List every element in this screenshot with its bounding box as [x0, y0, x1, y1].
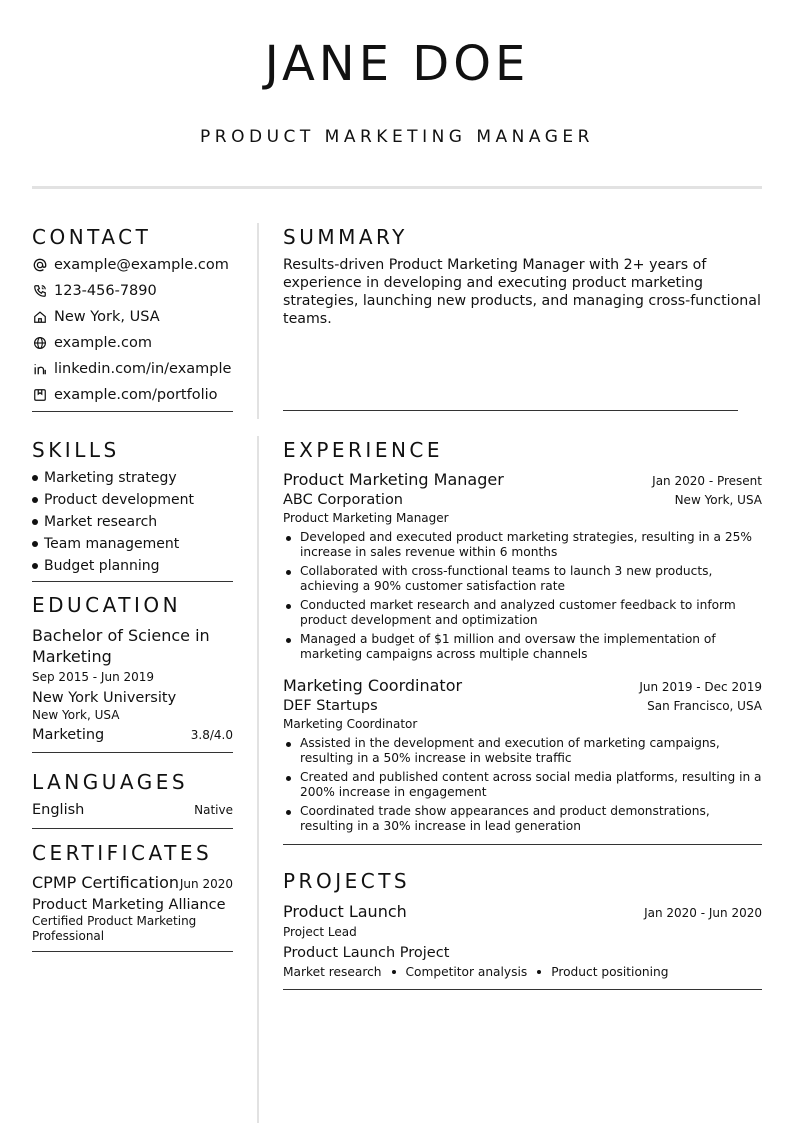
languages-divider — [32, 828, 233, 829]
projects-divider — [283, 989, 762, 990]
project-role: Project Lead — [283, 925, 357, 939]
language-row — [32, 802, 233, 818]
certificates-section — [32, 840, 233, 952]
languages-heading: LANGUAGES — [32, 770, 189, 794]
certificate-date: Jun 2020 — [179, 877, 233, 891]
bullet-icon — [537, 970, 541, 974]
certificates-divider — [32, 951, 233, 952]
skill-item: Team management — [32, 533, 233, 555]
education-school: New York University — [32, 690, 177, 706]
experience-bullet: Managed a budget of $1 million and oversaw the implementation of marketing campaigns across multiple channels — [283, 632, 762, 662]
experience-divider — [283, 844, 762, 845]
contact-location — [32, 304, 233, 330]
experience-dates: Jun 2019 - Dec 2019 — [639, 680, 762, 694]
experience-entry — [283, 470, 762, 662]
projects-heading: PROJECTS — [283, 869, 411, 893]
skill-item: Budget planning — [32, 555, 233, 577]
experience-subtitle: Marketing Coordinator — [283, 717, 418, 731]
experience-role-row — [283, 676, 762, 695]
contact-email[interactable] — [32, 252, 233, 278]
projects-section — [283, 868, 762, 990]
contact-phone-text: 123-456-7890 — [54, 283, 157, 299]
experience-location: New York, USA — [674, 493, 762, 507]
experience-role: Marketing Coordinator — [283, 676, 463, 695]
bullet-icon — [32, 475, 38, 481]
education-divider — [32, 752, 233, 753]
experience-bullet: Collaborated with cross-functional teams to launch 3 new products, achieving a 90% customer satisfaction rate — [283, 564, 762, 594]
project-name-row — [283, 902, 762, 921]
skills-heading: SKILLS — [32, 438, 120, 462]
education-field-row — [32, 727, 233, 743]
skills-divider — [32, 581, 233, 582]
summary-heading: SUMMARY — [283, 225, 408, 249]
home-icon — [32, 309, 48, 325]
summary-section — [283, 224, 762, 328]
column-divider-bottom — [257, 436, 259, 1123]
experience-bullets — [283, 736, 762, 834]
contact-heading: CONTACT — [32, 225, 152, 249]
bullet-icon — [32, 519, 38, 525]
language-name: English — [32, 802, 85, 818]
experience-role-row — [283, 470, 762, 489]
experience-location: San Francisco, USA — [647, 699, 762, 713]
project-name: Product Launch — [283, 902, 407, 921]
project-tag: Market research — [283, 965, 382, 979]
experience-bullet: Assisted in the development and execution of marketing campaigns, resulting in a 50% increase in website traffic — [283, 736, 762, 766]
contact-linkedin[interactable] — [32, 356, 233, 382]
bullet-icon — [392, 970, 396, 974]
bullet-icon — [32, 497, 38, 503]
job-title: PRODUCT MARKETING MANAGER — [200, 127, 594, 147]
globe-icon — [32, 335, 48, 351]
experience-company-row — [283, 492, 762, 508]
experience-entry — [283, 676, 762, 834]
experience-company: ABC Corporation — [283, 492, 404, 508]
contact-location-text: New York, USA — [54, 309, 160, 325]
project-tag: Competitor analysis — [405, 965, 528, 979]
skill-item: Market research — [32, 511, 233, 533]
bullet-icon — [32, 541, 38, 547]
experience-heading: EXPERIENCE — [283, 438, 444, 462]
contact-section — [32, 224, 233, 412]
experience-subtitle: Product Marketing Manager — [283, 511, 449, 525]
skills-section — [32, 437, 233, 582]
experience-company-row — [283, 698, 762, 714]
contact-portfolio-text: example.com/portfolio — [54, 387, 218, 403]
candidate-name: JANE DOE — [264, 36, 530, 92]
header-divider — [32, 186, 762, 189]
experience-bullet: Coordinated trade show appearances and product demonstrations, resulting in a 30% increase in lead generation — [283, 804, 762, 834]
contact-linkedin-text: linkedin.com/in/example — [54, 361, 232, 377]
education-section — [32, 592, 233, 753]
experience-bullet: Created and published content across social media platforms, resulting in a 200% increase in engagement — [283, 770, 762, 800]
contact-website[interactable] — [32, 330, 233, 356]
skill-item: Product development — [32, 489, 233, 511]
experience-bullet: Developed and executed product marketing strategies, resulting in a 25% increase in sales revenue within 6 months — [283, 530, 762, 560]
education-dates: Sep 2015 - Jun 2019 — [32, 670, 155, 684]
language-level: Native — [194, 803, 233, 817]
experience-bullet: Conducted market research and analyzed customer feedback to inform product development and optimization — [283, 598, 762, 628]
experience-bullets — [283, 530, 762, 662]
summary-text: Results-driven Product Marketing Manager with 2+ years of experience in developing and executing product marketing strategies, launching new products, and managing cross-functional teams. — [283, 257, 761, 327]
experience-company: DEF Startups — [283, 698, 378, 714]
languages-section — [32, 769, 233, 829]
certificate-row — [32, 873, 233, 892]
contact-website-text: example.com — [54, 335, 152, 351]
certificate-name: CPMP Certification — [32, 873, 179, 892]
education-gpa: 3.8/4.0 — [190, 728, 233, 742]
at-icon — [32, 257, 48, 273]
education-field: Marketing — [32, 727, 105, 743]
experience-section — [283, 437, 762, 845]
linkedin-icon — [32, 361, 48, 377]
project-dates: Jan 2020 - Jun 2020 — [644, 906, 762, 920]
portfolio-icon — [32, 387, 48, 403]
phone-icon — [32, 283, 48, 299]
column-divider-top — [257, 223, 259, 419]
contact-phone[interactable] — [32, 278, 233, 304]
project-tags — [283, 965, 762, 979]
education-heading: EDUCATION — [32, 593, 182, 617]
skill-item: Marketing strategy — [32, 467, 233, 489]
contact-email-text: example@example.com — [54, 257, 229, 273]
experience-dates: Jan 2020 - Present — [652, 474, 762, 488]
certificate-issuer: Product Marketing Alliance — [32, 897, 226, 913]
summary-divider — [283, 410, 738, 411]
certificate-description: Certified Product Marketing Professional — [32, 914, 197, 943]
bullet-icon — [32, 563, 38, 569]
education-degree: Bachelor of Science in Marketing — [32, 626, 210, 666]
contact-portfolio[interactable] — [32, 382, 233, 408]
project-title: Product Launch Project — [283, 945, 450, 961]
certificates-heading: CERTIFICATES — [32, 841, 213, 865]
experience-role: Product Marketing Manager — [283, 470, 504, 489]
project-tag: Product positioning — [551, 965, 669, 979]
contact-divider — [32, 411, 233, 412]
education-location: New York, USA — [32, 708, 120, 722]
